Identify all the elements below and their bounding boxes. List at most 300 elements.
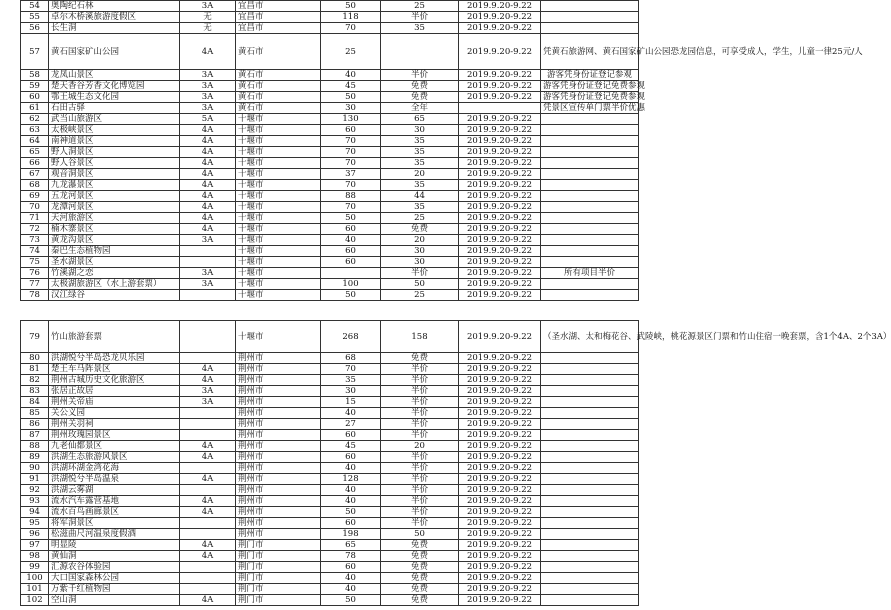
row-number-cell: 93 (21, 496, 49, 507)
table-row (21, 169, 639, 180)
row-number-cell: 100 (21, 573, 49, 584)
scenic-spot-name-cell: 九老仙都景区 (49, 441, 180, 452)
table-row (21, 507, 639, 518)
scenic-grade-cell (180, 518, 236, 529)
scenic-grade-cell (180, 353, 236, 364)
table-row (21, 268, 639, 279)
scenic-spot-name-cell: 鄂王城生态文化园 (49, 92, 180, 103)
discount-period-cell: 2019.9.20-9.22 (459, 158, 541, 169)
row-number-cell: 102 (21, 595, 49, 606)
scenic-spot-name-cell: 圣水湖景区 (49, 257, 180, 268)
discount-price-cell: 20 (381, 169, 459, 180)
original-price-cell: 40 (321, 70, 381, 81)
discount-price-cell: 免费 (381, 562, 459, 573)
original-price-cell: 60 (321, 257, 381, 268)
original-price-cell: 70 (321, 158, 381, 169)
city-cell: 荆州市 (236, 375, 321, 386)
scenic-spot-name-cell: 野人谷景区 (49, 158, 180, 169)
remarks-cell: 游客凭身份证登记参观 (541, 70, 639, 81)
scenic-grade-cell (180, 562, 236, 573)
scenic-grade-cell: 3A (180, 103, 236, 114)
original-price-cell: 27 (321, 419, 381, 430)
scenic-grade-cell: 4A (180, 474, 236, 485)
scenic-spot-name-cell: 天河旅游区 (49, 213, 180, 224)
discount-price-cell: 30 (381, 125, 459, 136)
remarks-cell (541, 452, 639, 463)
remarks-cell (541, 235, 639, 246)
original-price-cell (321, 268, 381, 279)
remarks-cell (541, 496, 639, 507)
city-cell: 荆州市 (236, 474, 321, 485)
row-number-cell: 88 (21, 441, 49, 452)
scenic-grade-cell (180, 257, 236, 268)
discount-period-cell: 2019.9.20-9.22 (459, 1, 541, 12)
table-row (21, 180, 639, 191)
remarks-cell (541, 364, 639, 375)
row-number-cell: 78 (21, 290, 49, 301)
scenic-spot-name-cell: 九龙瀑景区 (49, 180, 180, 191)
discount-period-cell: 2019.9.20-9.22 (459, 257, 541, 268)
remarks-cell (541, 441, 639, 452)
original-price-cell: 40 (321, 496, 381, 507)
city-cell: 十堰市 (236, 235, 321, 246)
row-number-cell: 86 (21, 419, 49, 430)
remarks-cell (541, 191, 639, 202)
discount-price-cell: 25 (381, 213, 459, 224)
scenic-spot-name-cell: 太极湖旅游区（水上游套票） (49, 279, 180, 290)
scenic-spot-name-cell: 荆州古城历史文化旅游区 (49, 375, 180, 386)
row-number-cell: 72 (21, 224, 49, 235)
discount-period-cell: 2019.9.20-9.22 (459, 474, 541, 485)
row-number-cell: 97 (21, 540, 49, 551)
table-row (21, 213, 639, 224)
scenic-spot-name-cell: 武当山旅游区 (49, 114, 180, 125)
original-price-cell: 130 (321, 114, 381, 125)
remarks-cell (541, 397, 639, 408)
row-number-cell: 92 (21, 485, 49, 496)
original-price-cell: 268 (321, 321, 381, 353)
discount-period-cell: 2019.9.20-9.22 (459, 246, 541, 257)
row-number-cell: 85 (21, 408, 49, 419)
city-cell: 黄石市 (236, 70, 321, 81)
scenic-grade-cell: 4A (180, 507, 236, 518)
scenic-spot-name-cell: 洪湖生态旅游风景区 (49, 452, 180, 463)
table-row (21, 386, 639, 397)
scenic-spot-name-cell: 楚王车马阵景区 (49, 364, 180, 375)
original-price-cell: 50 (321, 507, 381, 518)
city-cell: 黄石市 (236, 92, 321, 103)
original-price-cell: 60 (321, 246, 381, 257)
scenic-spot-name-cell: 卓尔木桥溪旅游度假区 (49, 12, 180, 23)
table-row (21, 1, 639, 12)
discount-period-cell: 2019.9.20-9.22 (459, 584, 541, 595)
remarks-cell (541, 1, 639, 12)
city-cell: 荆门市 (236, 584, 321, 595)
original-price-cell: 40 (321, 485, 381, 496)
scenic-grade-cell: 4A (180, 496, 236, 507)
original-price-cell: 65 (321, 540, 381, 551)
row-number-cell: 64 (21, 136, 49, 147)
remarks-cell (541, 12, 639, 23)
discount-price-cell: 半价 (381, 507, 459, 518)
row-number-cell: 71 (21, 213, 49, 224)
city-cell: 荆州市 (236, 353, 321, 364)
table-row (21, 463, 639, 474)
discount-price-cell: 半价 (381, 430, 459, 441)
scenic-spot-name-cell: 将军洞景区 (49, 518, 180, 529)
remarks-cell (541, 114, 639, 125)
discount-price-cell: 25 (381, 1, 459, 12)
discount-price-cell: 50 (381, 279, 459, 290)
scenic-grade-cell (180, 408, 236, 419)
remarks-cell (541, 584, 639, 595)
discount-price-cell: 35 (381, 202, 459, 213)
row-number-cell: 99 (21, 562, 49, 573)
city-cell: 荆门市 (236, 551, 321, 562)
row-number-cell: 60 (21, 92, 49, 103)
scenic-spot-name-cell: 洪湖云雾湖 (49, 485, 180, 496)
row-number-cell: 80 (21, 353, 49, 364)
table-row (21, 496, 639, 507)
row-number-cell: 84 (21, 397, 49, 408)
discount-period-cell: 2019.9.20-9.22 (459, 364, 541, 375)
scenic-spot-name-cell: 荆州关帝庙 (49, 397, 180, 408)
table-row (21, 485, 639, 496)
table-row (21, 540, 639, 551)
original-price-cell: 70 (321, 23, 381, 34)
discount-period-cell: 2019.9.20-9.22 (459, 169, 541, 180)
city-cell: 十堰市 (236, 268, 321, 279)
discount-price-cell: 免费 (381, 584, 459, 595)
scenic-spot-name-cell: 观音洞景区 (49, 169, 180, 180)
original-price-cell: 45 (321, 441, 381, 452)
remarks-cell (541, 224, 639, 235)
discount-price-cell: 35 (381, 147, 459, 158)
remarks-cell (541, 213, 639, 224)
scenic-grade-cell: 3A (180, 279, 236, 290)
scenic-grade-cell (180, 573, 236, 584)
scenic-grade-cell: 4A (180, 136, 236, 147)
discount-period-cell: 2019.9.20-9.22 (459, 562, 541, 573)
city-cell: 十堰市 (236, 321, 321, 353)
scenic-spot-name-cell: 洪湖悦兮半岛恐龙贝乐园 (49, 353, 180, 364)
city-cell: 荆州市 (236, 364, 321, 375)
discount-period-cell: 2019.9.20-9.22 (459, 441, 541, 452)
scenic-grade-cell: 4A (180, 595, 236, 606)
original-price-cell: 50 (321, 290, 381, 301)
city-cell: 十堰市 (236, 136, 321, 147)
original-price-cell: 70 (321, 202, 381, 213)
city-cell: 荆州市 (236, 419, 321, 430)
scenic-grade-cell: 4A (180, 540, 236, 551)
scenic-spot-name-cell: 洪湖悦兮半岛温泉 (49, 474, 180, 485)
table-row (21, 408, 639, 419)
discount-period-cell: 2019.9.20-9.22 (459, 529, 541, 540)
original-price-cell: 30 (321, 386, 381, 397)
city-cell: 十堰市 (236, 257, 321, 268)
row-number-cell: 58 (21, 70, 49, 81)
discount-price-cell: 半价 (381, 70, 459, 81)
discount-price-cell: 半价 (381, 364, 459, 375)
scenic-spot-name-cell: 南神道景区 (49, 136, 180, 147)
scenic-spots-table-2 (20, 320, 891, 606)
city-cell: 荆门市 (236, 595, 321, 606)
scenic-spot-name-cell: 空山洞 (49, 595, 180, 606)
scenic-spot-name-cell: 竹山旅游套票 (49, 321, 180, 353)
original-price-cell: 50 (321, 213, 381, 224)
discount-period-cell: 2019.9.20-9.22 (459, 191, 541, 202)
original-price-cell: 15 (321, 397, 381, 408)
scenic-spot-name-cell: 黄仙洞 (49, 551, 180, 562)
discount-period-cell: 2019.9.20-9.22 (459, 485, 541, 496)
original-price-cell: 60 (321, 430, 381, 441)
city-cell: 黄石市 (236, 34, 321, 70)
city-cell: 十堰市 (236, 213, 321, 224)
table-row (21, 430, 639, 441)
scenic-spot-name-cell: 石田古驿 (49, 103, 180, 114)
scenic-spot-name-cell: 荆州关羽祠 (49, 419, 180, 430)
discount-price-cell (381, 34, 459, 70)
remarks-cell (541, 430, 639, 441)
scenic-grade-cell: 3A (180, 81, 236, 92)
city-cell: 宜昌市 (236, 12, 321, 23)
scenic-grade-cell: 3A (180, 235, 236, 246)
discount-period-cell: 2019.9.20-9.22 (459, 268, 541, 279)
discount-period-cell: 2019.9.20-9.22 (459, 213, 541, 224)
remarks-cell (541, 125, 639, 136)
row-number-cell: 91 (21, 474, 49, 485)
scenic-grade-cell: 3A (180, 1, 236, 12)
original-price-cell: 50 (321, 92, 381, 103)
row-number-cell: 87 (21, 430, 49, 441)
row-number-cell: 79 (21, 321, 49, 353)
table-row (21, 235, 639, 246)
row-number-cell: 65 (21, 147, 49, 158)
city-cell: 十堰市 (236, 169, 321, 180)
scenic-grade-cell: 4A (180, 202, 236, 213)
discount-period-cell: 2019.9.20-9.22 (459, 540, 541, 551)
discount-price-cell: 全年 (381, 103, 459, 114)
row-number-cell: 98 (21, 551, 49, 562)
row-number-cell: 70 (21, 202, 49, 213)
remarks-cell (541, 485, 639, 496)
original-price-cell: 60 (321, 562, 381, 573)
remarks-cell (541, 279, 639, 290)
discount-period-cell: 2019.9.20-9.22 (459, 463, 541, 474)
discount-price-cell: 免费 (381, 81, 459, 92)
discount-price-cell: 30 (381, 246, 459, 257)
row-number-cell: 56 (21, 23, 49, 34)
row-number-cell: 68 (21, 180, 49, 191)
row-number-cell: 76 (21, 268, 49, 279)
discount-price-cell: 35 (381, 158, 459, 169)
city-cell: 十堰市 (236, 279, 321, 290)
scenic-spot-name-cell: 竹溪湖之恋 (49, 268, 180, 279)
city-cell: 十堰市 (236, 202, 321, 213)
scenic-spot-name-cell: 大口国家森林公园 (49, 573, 180, 584)
city-cell: 荆州市 (236, 496, 321, 507)
discount-period-cell: 2019.9.20-9.22 (459, 202, 541, 213)
original-price-cell: 78 (321, 551, 381, 562)
remarks-cell (541, 169, 639, 180)
discount-price-cell: 半价 (381, 375, 459, 386)
row-number-cell: 81 (21, 364, 49, 375)
scenic-grade-cell: 3A (180, 92, 236, 103)
table-row (21, 158, 639, 169)
row-number-cell: 95 (21, 518, 49, 529)
scenic-grade-cell: 4A (180, 158, 236, 169)
scenic-grade-cell: 4A (180, 191, 236, 202)
scenic-spot-name-cell: 龙潭河景区 (49, 202, 180, 213)
discount-price-cell: 半价 (381, 386, 459, 397)
original-price-cell: 88 (321, 191, 381, 202)
remarks-cell (541, 180, 639, 191)
original-price-cell: 40 (321, 235, 381, 246)
table-row (21, 279, 639, 290)
scenic-grade-cell: 3A (180, 386, 236, 397)
city-cell: 荆州市 (236, 441, 321, 452)
scenic-grade-cell: 4A (180, 375, 236, 386)
table-row (21, 364, 639, 375)
discount-period-cell: 2019.9.20-9.22 (459, 375, 541, 386)
city-cell: 荆门市 (236, 573, 321, 584)
city-cell: 十堰市 (236, 191, 321, 202)
table-row (21, 34, 639, 70)
scenic-grade-cell (180, 529, 236, 540)
discount-period-cell: 2019.9.20-9.22 (459, 114, 541, 125)
remarks-cell (541, 246, 639, 257)
original-price-cell: 128 (321, 474, 381, 485)
discount-period-cell: 2019.9.20-9.22 (459, 452, 541, 463)
discount-period-cell: 2019.9.20-9.22 (459, 70, 541, 81)
row-number-cell: 69 (21, 191, 49, 202)
scenic-grade-cell: 4A (180, 169, 236, 180)
scenic-grade-cell: 4A (180, 180, 236, 191)
discount-price-cell: 半价 (381, 485, 459, 496)
table-row (21, 562, 639, 573)
discount-period-cell: 2019.9.20-9.22 (459, 595, 541, 606)
row-number-cell: 66 (21, 158, 49, 169)
discount-period-cell: 2019.9.20-9.22 (459, 23, 541, 34)
row-number-cell: 67 (21, 169, 49, 180)
remarks-cell (541, 573, 639, 584)
discount-price-cell: 半价 (381, 463, 459, 474)
discount-period-cell: 2019.9.20-9.22 (459, 12, 541, 23)
table-row (21, 321, 639, 353)
table-row (21, 551, 639, 562)
table-row (21, 474, 639, 485)
city-cell: 荆门市 (236, 562, 321, 573)
scenic-spot-name-cell: 洪湖环湖金湾花海 (49, 463, 180, 474)
scenic-grade-cell: 无 (180, 12, 236, 23)
row-number-cell: 82 (21, 375, 49, 386)
scenic-spot-name-cell: 龙凤山景区 (49, 70, 180, 81)
remarks-cell (541, 408, 639, 419)
scenic-spot-name-cell: 松滋曲尺河温泉度假酒 (49, 529, 180, 540)
scenic-spot-name-cell: 流水汽车露营基地 (49, 496, 180, 507)
remarks-cell (541, 23, 639, 34)
row-number-cell: 96 (21, 529, 49, 540)
original-price-cell: 70 (321, 180, 381, 191)
discount-period-cell (459, 103, 541, 114)
remarks-cell (541, 375, 639, 386)
scenic-grade-cell: 4A (180, 224, 236, 235)
row-number-cell: 89 (21, 452, 49, 463)
scenic-spot-name-cell: 关公义园 (49, 408, 180, 419)
discount-price-cell: 20 (381, 235, 459, 246)
row-number-cell: 101 (21, 584, 49, 595)
row-number-cell: 74 (21, 246, 49, 257)
scenic-grade-cell (180, 246, 236, 257)
scenic-grade-cell: 3A (180, 70, 236, 81)
table-row (21, 573, 639, 584)
discount-price-cell: 免费 (381, 224, 459, 235)
discount-period-cell: 2019.9.20-9.22 (459, 147, 541, 158)
remarks-cell (541, 147, 639, 158)
discount-price-cell: 35 (381, 180, 459, 191)
row-number-cell: 62 (21, 114, 49, 125)
scenic-grade-cell: 4A (180, 213, 236, 224)
discount-period-cell: 2019.9.20-9.22 (459, 397, 541, 408)
scenic-grade-cell: 5A (180, 114, 236, 125)
remarks-cell (541, 202, 639, 213)
remarks-cell (541, 257, 639, 268)
row-number-cell: 54 (21, 1, 49, 12)
discount-period-cell: 2019.9.20-9.22 (459, 386, 541, 397)
table-row (21, 518, 639, 529)
discount-price-cell: 半价 (381, 12, 459, 23)
table-row (21, 136, 639, 147)
table-row (21, 290, 639, 301)
original-price-cell: 60 (321, 518, 381, 529)
discount-period-cell: 2019.9.20-9.22 (459, 419, 541, 430)
city-cell: 荆州市 (236, 452, 321, 463)
remarks-cell (541, 136, 639, 147)
city-cell: 荆州市 (236, 518, 321, 529)
scenic-grade-cell: 4A (180, 551, 236, 562)
row-number-cell: 94 (21, 507, 49, 518)
discount-price-cell: 免费 (381, 573, 459, 584)
scenic-grade-cell: 4A (180, 125, 236, 136)
discount-period-cell: 2019.9.20-9.22 (459, 290, 541, 301)
remarks-cell: 所有项目半价 (541, 268, 639, 279)
row-number-cell: 61 (21, 103, 49, 114)
remarks-cell (541, 540, 639, 551)
original-price-cell: 50 (321, 595, 381, 606)
scenic-spot-name-cell: 黄龙沟景区 (49, 235, 180, 246)
scenic-grade-cell (180, 485, 236, 496)
original-price-cell: 37 (321, 169, 381, 180)
remarks-cell (541, 463, 639, 474)
remarks-cell: （圣水湖、太和梅花谷、武陵峡，桃花源景区门票和竹山住宿一晚套票，含1个4A、2个3A） (541, 321, 639, 353)
discount-price-cell: 免费 (381, 92, 459, 103)
discount-price-cell: 免费 (381, 353, 459, 364)
row-number-cell: 83 (21, 386, 49, 397)
discount-period-cell: 2019.9.20-9.22 (459, 496, 541, 507)
table-row (21, 103, 639, 114)
discount-period-cell: 2019.9.20-9.22 (459, 279, 541, 290)
table-row (21, 191, 639, 202)
scenic-grade-cell: 4A (180, 34, 236, 70)
scenic-spot-name-cell: 万紫千红植物园 (49, 584, 180, 595)
scenic-grade-cell (180, 321, 236, 353)
original-price-cell: 25 (321, 34, 381, 70)
original-price-cell: 70 (321, 147, 381, 158)
scenic-spot-name-cell: 楚天香谷芳香文化博览园 (49, 81, 180, 92)
original-price-cell: 68 (321, 353, 381, 364)
table-row (21, 12, 639, 23)
remarks-cell (541, 562, 639, 573)
